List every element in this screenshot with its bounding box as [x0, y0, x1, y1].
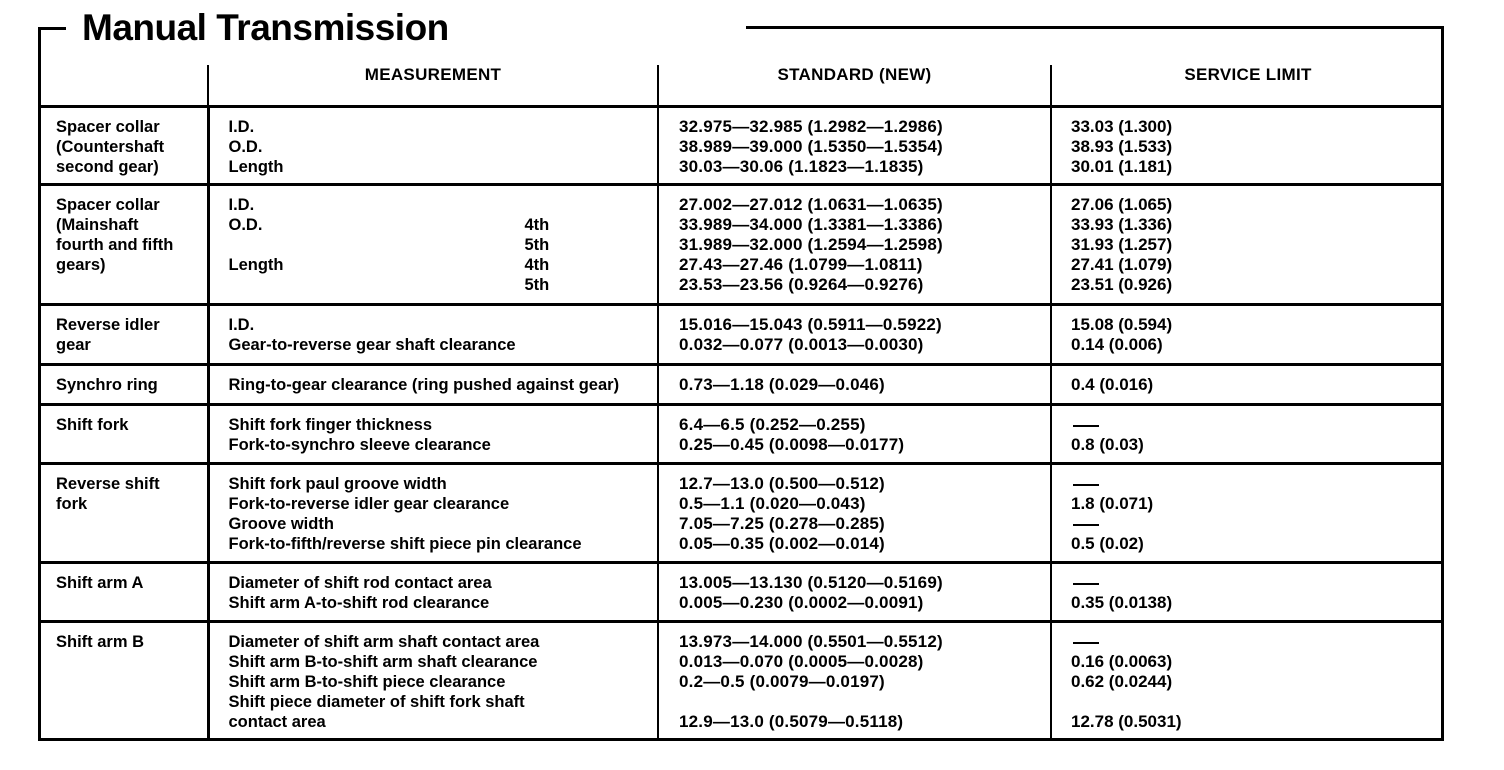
no-limit-dash — [1073, 425, 1099, 427]
measurement-cell — [208, 305, 658, 365]
measurement-text: I.D. — [228, 196, 255, 214]
service-limit-value: 0.5 (0.02) — [1071, 534, 1144, 553]
item-label-line: gear — [56, 336, 91, 354]
measurement-text: Gear-to-reverse gear shaft clearance — [228, 336, 516, 354]
service-limit-none-dash — [1071, 573, 1444, 593]
service-limit-value: 33.93 (1.336) — [1071, 215, 1173, 234]
item-label-line: (Countershaft — [56, 138, 165, 156]
service-limit-cell — [1051, 185, 1444, 305]
service-limit-none-dash — [1071, 632, 1444, 652]
standard-value: 27.002—27.012 (1.0631—1.0635) — [679, 195, 943, 214]
service-limit-value: 0.16 (0.0063) — [1071, 652, 1173, 671]
service-limit-value: 0.4 (0.016) — [1071, 375, 1154, 394]
service-limit-cell — [1051, 464, 1444, 563]
service-limit-value: 38.93 (1.533) — [1071, 137, 1173, 156]
row-item — [38, 305, 208, 365]
measurement-line — [229, 593, 658, 613]
measurement-line — [229, 235, 658, 255]
table-row — [38, 185, 1444, 305]
measurement-line — [229, 117, 658, 137]
measurement-text: Shift fork paul groove width — [228, 475, 447, 493]
no-limit-dash — [1073, 642, 1099, 644]
item-label-line: second gear) — [56, 158, 159, 176]
spec-table — [38, 65, 1444, 741]
measurement-line — [229, 632, 658, 652]
row-item — [38, 405, 208, 464]
no-limit-dash — [1073, 583, 1099, 585]
measurement-line — [229, 652, 658, 672]
gear-label: 5th — [524, 236, 550, 254]
standard-value: 0.013—0.070 (0.0005—0.0028) — [679, 652, 924, 671]
measurement-text: O.D. — [228, 216, 263, 234]
service-limit-value: 27.41 (1.079) — [1071, 255, 1173, 274]
service-limit-value: 31.93 (1.257) — [1071, 235, 1173, 254]
item-label-line: Shift arm A — [56, 574, 144, 592]
measurement-text: contact area — [228, 713, 326, 731]
standard-value: 12.9—13.0 (0.5079—0.5118) — [679, 712, 904, 731]
standard-cell — [658, 405, 1051, 464]
measurement-text: Groove width — [228, 515, 334, 533]
measurement-line — [229, 573, 658, 593]
item-label-line: Shift fork — [56, 416, 129, 434]
measurement-line — [229, 712, 658, 732]
standard-value: 0.5—1.1 (0.020—0.043) — [679, 494, 866, 513]
frame-top-right-rule — [746, 26, 1444, 29]
service-limit-value: 0.35 (0.0138) — [1071, 593, 1173, 612]
measurement-text: Diameter of shift arm shaft contact area — [228, 633, 540, 651]
standard-cell — [658, 305, 1051, 365]
header-item — [38, 65, 208, 107]
standard-value: 13.005—13.130 (0.5120—0.5169) — [679, 573, 943, 592]
spec-table-body — [38, 107, 1444, 740]
row-item — [38, 185, 208, 305]
measurement-text: Length — [228, 158, 284, 176]
measurement-text: Fork-to-reverse idler gear clearance — [228, 495, 510, 513]
measurement-line — [229, 415, 658, 435]
item-label-line: (Mainshaft — [56, 216, 139, 234]
item-label-line: Spacer collar — [56, 118, 160, 136]
item-label-line: fourth and fifth — [56, 236, 174, 254]
standard-value: 23.53—23.56 (0.9264—0.9276) — [679, 275, 924, 294]
standard-cell — [658, 365, 1051, 405]
row-item — [38, 563, 208, 622]
item-label-line: fork — [56, 495, 88, 513]
standard-value — [679, 692, 1050, 712]
measurement-line — [229, 215, 658, 235]
item-label-line: Spacer collar — [56, 196, 160, 214]
service-limit-value: 33.03 (1.300) — [1071, 117, 1173, 136]
measurement-text: Fork-to-synchro sleeve clearance — [228, 436, 491, 454]
measurement-line — [229, 137, 658, 157]
table-header-row — [38, 65, 1444, 107]
measurement-line — [229, 275, 658, 295]
measurement-line — [229, 315, 658, 335]
measurement-text: Diameter of shift rod contact area — [228, 574, 492, 592]
service-limit-cell — [1051, 365, 1444, 405]
measurement-line — [229, 672, 658, 692]
standard-value: 0.2—0.5 (0.0079—0.0197) — [679, 672, 885, 691]
measurement-text: Ring-to-gear clearance (ring pushed against gear) — [228, 376, 620, 394]
measurement-line — [229, 692, 658, 712]
measurement-cell — [208, 622, 658, 740]
item-label-line: Reverse idler — [56, 316, 160, 334]
measurement-line — [229, 157, 658, 177]
item-label-line: gears) — [56, 256, 106, 274]
service-limit-cell — [1051, 563, 1444, 622]
header-service-limit: SERVICE LIMIT — [1051, 65, 1444, 107]
standard-value: 0.032—0.077 (0.0013—0.0030) — [679, 335, 924, 354]
standard-value: 15.016—15.043 (0.5911—0.5922) — [679, 315, 942, 334]
measurement-text: Shift piece diameter of shift fork shaft — [228, 693, 525, 711]
service-limit-cell — [1051, 405, 1444, 464]
measurement-cell — [208, 563, 658, 622]
measurement-line — [229, 494, 658, 514]
standard-cell — [658, 563, 1051, 622]
service-limit-value: 0.62 (0.0244) — [1071, 672, 1173, 691]
page-title: Manual Transmission — [82, 7, 449, 48]
measurement-text: Shift arm B-to-shift piece clearance — [228, 673, 506, 691]
item-label-line: Shift arm B — [56, 633, 145, 651]
service-limit-cell — [1051, 305, 1444, 365]
standard-value: 6.4—6.5 (0.252—0.255) — [679, 415, 866, 434]
gear-label: 4th — [524, 256, 550, 274]
service-limit-value: 27.06 (1.065) — [1071, 195, 1173, 214]
measurement-cell — [208, 185, 658, 305]
item-label-line: Reverse shift — [56, 475, 160, 493]
standard-cell — [658, 185, 1051, 305]
gear-label: 4th — [524, 216, 550, 234]
measurement-line — [229, 534, 658, 554]
standard-value: 0.25—0.45 (0.0098—0.0177) — [679, 435, 905, 454]
measurement-cell — [208, 365, 658, 405]
measurement-cell — [208, 405, 658, 464]
table-row — [38, 305, 1444, 365]
header-standard: STANDARD (NEW) — [658, 65, 1051, 107]
standard-value: 0.73—1.18 (0.029—0.046) — [679, 375, 885, 394]
standard-value: 30.03—30.06 (1.1823—1.1835) — [679, 157, 924, 176]
measurement-text: Fork-to-fifth/reverse shift piece pin clearance — [228, 535, 582, 553]
service-limit-value: 30.01 (1.181) — [1071, 157, 1173, 176]
service-limit-value: 23.51 (0.926) — [1071, 275, 1173, 294]
row-item — [38, 365, 208, 405]
table-row — [38, 365, 1444, 405]
row-item — [38, 622, 208, 740]
standard-value: 27.43—27.46 (1.0799—1.0811) — [679, 255, 923, 274]
measurement-text: Shift arm B-to-shift arm shaft clearance — [228, 653, 538, 671]
frame-top-left-tick — [38, 27, 66, 30]
service-limit-cell — [1051, 107, 1444, 185]
service-limit-value: 0.14 (0.006) — [1071, 335, 1163, 354]
service-limit-none-dash — [1071, 514, 1444, 534]
table-row — [38, 464, 1444, 563]
measurement-text: Shift arm A-to-shift rod clearance — [228, 594, 490, 612]
measurement-line — [229, 435, 658, 455]
standard-cell — [658, 107, 1051, 185]
measurement-line — [229, 474, 658, 494]
item-label-line: Synchro ring — [56, 376, 158, 394]
standard-value: 0.005—0.230 (0.0002—0.0091) — [679, 593, 924, 612]
standard-value: 38.989—39.000 (1.5350—1.5354) — [679, 137, 943, 156]
measurement-cell — [208, 107, 658, 185]
no-limit-dash — [1073, 524, 1099, 526]
row-item — [38, 464, 208, 563]
standard-value: 32.975—32.985 (1.2982—1.2986) — [679, 117, 943, 136]
standard-value: 13.973—14.000 (0.5501—0.5512) — [679, 632, 943, 651]
service-limit-value: 15.08 (0.594) — [1071, 315, 1173, 334]
measurement-line — [229, 335, 658, 355]
standard-value: 12.7—13.0 (0.500—0.512) — [679, 474, 885, 493]
table-row — [38, 405, 1444, 464]
measurement-text: I.D. — [228, 316, 255, 334]
table-row — [38, 622, 1444, 740]
standard-value: 31.989—32.000 (1.2594—1.2598) — [679, 235, 943, 254]
service-limit-cell — [1051, 622, 1444, 740]
measurement-text: Length — [228, 256, 284, 274]
service-limit-value: 0.8 (0.03) — [1071, 435, 1144, 454]
measurement-line — [229, 255, 658, 275]
standard-cell — [658, 622, 1051, 740]
measurement-text: I.D. — [228, 118, 255, 136]
standard-value: 0.05—0.35 (0.002—0.014) — [679, 534, 885, 553]
standard-value: 7.05—7.25 (0.278—0.285) — [679, 514, 885, 533]
header-measurement: MEASUREMENT — [208, 65, 658, 107]
service-limit-value — [1071, 692, 1444, 712]
measurement-text: O.D. — [228, 138, 263, 156]
measurement-text: Shift fork finger thickness — [228, 416, 433, 434]
service-limit-value: 1.8 (0.071) — [1071, 494, 1154, 513]
standard-cell — [658, 464, 1051, 563]
measurement-line — [229, 514, 658, 534]
table-row — [38, 563, 1444, 622]
standard-value: 33.989—34.000 (1.3381—1.3386) — [679, 215, 943, 234]
measurement-line — [229, 375, 658, 395]
gear-label: 5th — [524, 276, 550, 294]
no-limit-dash — [1073, 484, 1099, 486]
measurement-line — [229, 195, 658, 215]
measurement-cell — [208, 464, 658, 563]
service-limit-none-dash — [1071, 415, 1444, 435]
table-row — [38, 107, 1444, 185]
row-item — [38, 107, 208, 185]
service-limit-none-dash — [1071, 474, 1444, 494]
service-limit-value: 12.78 (0.5031) — [1071, 712, 1182, 731]
